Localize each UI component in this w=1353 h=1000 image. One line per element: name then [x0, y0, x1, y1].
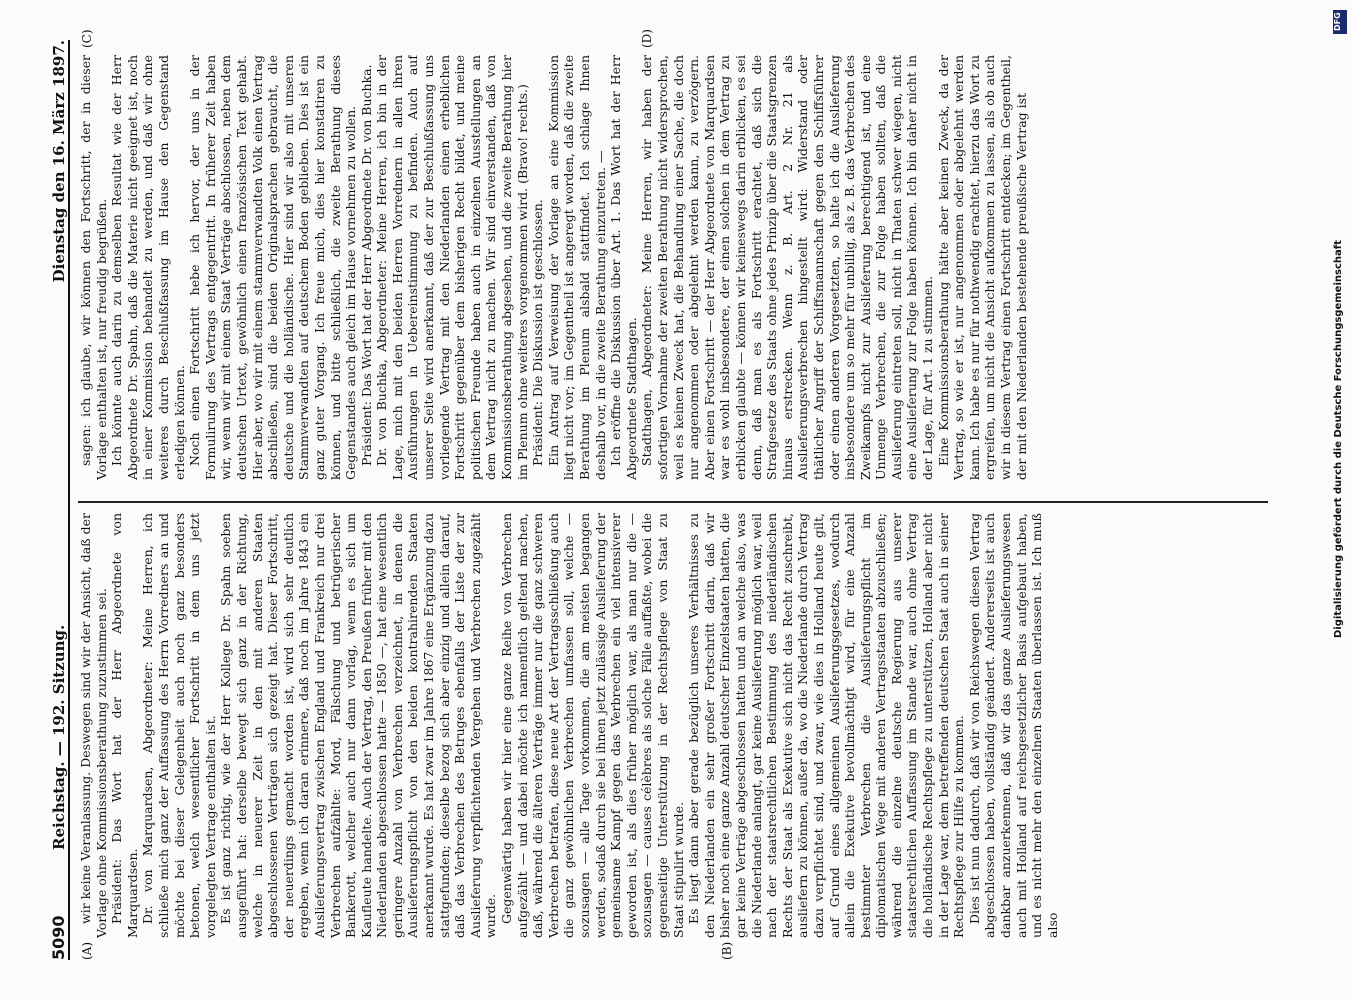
header-title-left: Reichstag. — 192. Sitzung.	[50, 624, 68, 850]
left-column	[78, 513, 1268, 938]
paragraph: Präsident: Das Wort hat der Herr Abgeordnete von Marquardsen.	[109, 513, 140, 938]
paragraph: Ein Antrag auf Verweisung der Vorlage an eine Kommission liegt nicht vor; im Gegentheil ist angeregt worden, daß die zweite Berathung im Plenum alsbald stattfindet. Ich schlage Ihnen deshalb vor, in die zweite Berathung einzutreten. —	[545, 55, 608, 480]
paragraph: Dr. von Buchka, Abgeordneter: Meine Herren, ich bin in der Lage, mich mit den beiden Herren Vorrednern in allen ihren Ausführungen in Uebereinstimmung zu befinden. Auch auf unserer Seite wird anerkannt, daß der zur Beschlußfassung uns vorliegende Vertrag mit den Niederlanden einen erheblichen Fortschritt gegenüber dem bisherigen Recht bildet, und meine politischen Freunde haben auch in einzelnen Ausstellungen an dem Vertrag nicht zu machen. Wir sind einverstanden, daß von Kommissionsberathung abgesehen, und die zweite Berathung hier im Plenum ohne weiteres vorgenommen wird. (Bravo! rechts.)	[374, 55, 530, 480]
paragraph: Stadthagen, Abgeordneter: Meine Herren, wir haben der sofortigen Vornahme der zweiten Berathung nicht widersprochen, weil es keinen Zweck hat, die Behandlung einer Sache, die doch nur angenommen oder abgelehnt werden kann, zu verzögern. Aber einen Fortschritt — der Herr Abgeordnete von Marquardsen war es wohl insbesondere, der einen solchen in dem Vertrag zu erblicken glaubte — können wir keineswegs darin erblicken, es sei denn, daß man es als Fortschritt erachtet, daß sich die Strafgesetze des Staats ohne jedes Prinzip über die Staatsgrenzen hinaus erstrecken. Wenn z. B. Art. 2 Nr. 21 als Auslieferungsverbrechen hingestellt wird: Widerstand oder thätlicher Angriff der Schiffsmannschaft gegen den Schiffsführer oder einen anderen Vorgesetzten, so halte ich die Auslieferung insbesondere um so mehr für unbillig, als z. B. das Verbrechen des Zweikampfs nicht zur Auslieferung berechtigend ist, und eine Unmenge Verbrechen, die zur Folge haben sollten, daß die Auslieferung eintreten soll, nicht in Thaten schwer wiegen, nicht eine Auslieferung zur Folge haben können. Ich bin daher nicht in der Lage, für Art. 1 zu stimmen.	[639, 55, 936, 480]
digitization-credit	[1333, 10, 1347, 990]
margin-mark-b: (B)	[720, 941, 734, 960]
paragraph: Eine Kommissionsberathung hätte aber keinen Zweck, da der Vertrag, so wie er ist, nur angenommen oder abgelehnt werden kann. Ich habe es nur für nothwendig erachtet, hierzu das Wort zu ergreifen, um nicht die Ansicht aufkommen zu lassen, als ob auch wir in diesem Vertrag einen Fortschritt entdecken; im Gegentheil, der mit den Niederlanden bestehende preußische Vertrag ist	[935, 55, 1029, 480]
paragraph: Ich könnte auch darin zu demselben Resultat wie der Herr Abgeordnete Dr. Spahn, daß die Materie nicht geeignet ist, noch in einer Kommission behandelt zu werden, und daß wir ohne weiteres durch Beschlußfassung im Hause den Gegenstand erledigen können.	[109, 55, 187, 480]
paragraph: wir keine Veranlassung. Deswegen sind wir der Ansicht, daß der Vorlage ohne Kommissionsberathung zuzustimmen sei.	[78, 513, 109, 938]
paragraph: Dr. von Marquardsen, Abgeordneter: Meine Herren, ich schließe mich ganz der Auffassung des Herrn Vorredners an und möchte bei dieser Gelegenheit auch noch ganz besonders betonen, welch wesentlicher Fortschritt in dem uns jetzt vorgelegten Vertrage enthalten ist.	[140, 513, 218, 938]
header-title-right: Dienstag den 16. März 1897.	[50, 40, 68, 283]
page-number: 5090	[49, 915, 68, 960]
margin-mark-c: (C)	[80, 29, 94, 48]
column-divider	[78, 502, 1268, 504]
paragraph: Ich eröffne die Diskussion über Art. 1. Das Wort hat der Herr Abgeordnete Stadthagen.	[608, 55, 639, 480]
margin-mark-d: (D)	[640, 29, 654, 48]
paragraph: Präsident: Die Diskussion ist geschlossen.	[530, 199, 546, 466]
margin-mark-a: (A)	[80, 941, 94, 960]
paragraph: Es liegt dann aber gerade bezüglich unseres Verhältnisses zu den Niederlanden ein sehr großer Fortschritt darin, daß wir bisher noch eine ganze Anzahl deutscher Einzelstaaten hatten, die gar keine Verträge abgeschlossen hatten und an welche also, was die Niederlande anlangt, gar keine Auslieferung möglich war, weil nach der staatsrechtlichen Bestimmung des niederländischen Rechts der Staat als Exekutive sich nicht das Recht zuschreibt, ausliefern zu können, außer da, wo die Niederlande durch Vertrag dazu verpflichtet sind, und zwar, wie dies in Holland heute gilt, auf Grund eines allgemeinen Auslieferungsgesetzes, wodurch allein die Exekutive bevollmächtigt wird, für eine Anzahl bestimmter Verbrechen die Auslieferungspflicht im diplomatischen Wege mit anderen Vertragsstaaten abzuschließen; während die einzelne deutsche Regierung aus unserer staatsrechtlichen Auffassung im Stande war, auch ohne Vertrag die holländische Rechtspflege zu unterstützen, Holland aber nicht in der Lage war, dem betreffenden deutschen Staat auch in seiner Rechtspflege zur Hilfe zu kommen.	[686, 513, 967, 938]
paragraph: Noch einen Fortschritt hebe ich hervor, der uns in der Formulirung des Vertrags entgegentritt. In früherer Zeit haben wir, wenn wir mit einem Staat Verträge abschlossen, neben dem deutschen Urtext, gewöhnlich einen französischen Text gehabt. Hier aber, wo wir mit einem stammverwandten Volk einen Vertrag abschließen, sind die beiden Originalsprachen gebraucht, die deutsche und die holländische. Hier sind wir also mit unseren Stammverwandten auf deutschem Boden geblieben. Dies ist ein ganz guter Vorgang. Ich freue mich, dies hier konstatiren zu können, und bitte schließlich, die zweite Berathung dieses Gegenstandes auch gleich im Hause vornehmen zu wollen.	[187, 55, 359, 480]
dfg-logo: DFG	[1333, 10, 1347, 34]
paragraph: Gegenwärtig haben wir hier eine ganze Reihe von Verbrechen aufgezählt — und dabei möchte ich namentlich geltend machen, daß, während die älteren Verträge immer nur die ganz schweren Verbrechen betrafen, diese neue Art der Vertragsschließung auch die ganz gewöhnlichen Verbrechen umfassen soll, welche — sozusagen — alle Tage vorkommen, die am meisten begangen werden, sodaß durch sie bei ihnen jetzt zulässige Auslieferung der gemeinsame Kampf gegen das Verbrechen ein viel intensiverer geworden ist, als dies früher möglich war, als man nur die — sozusagen — causes célèbres als solche Fälle auffaßte, wobei die gegenseitige Unterstützung in der Rechtspflege von Staat zu Staat stipulirt wurde.	[499, 513, 686, 938]
paragraph: Es ist ganz richtig, wie der Herr Kollege Dr. Spahn soeben ausgeführt hat: derselbe bewegt sich ganz in der Richtung, welche in neuerer Zeit in den mit anderen Staaten abgeschlossenen Verträgen sich gezeigt hat. Dieser Fortschritt, der neuerdings gemacht worden ist, wird sich sehr deutlich ergeben, wenn ich daran erinnere, daß noch im Jahre 1843 ein Auslieferungsvertrag zwischen England und Frankreich nur drei Verbrechen aufzählte: Mord, Fälschung und betrügerischer Bankerott, welcher auch nur dann vorlag, wenn es sich um Kaufleute handelte. Auch der Vertrag, den Preußen früher mit den Niederlanden abgeschlossen hatte — 1850 —, hat eine wesentlich geringere Anzahl von Verbrechen verzeichnet, in denen die Auslieferungspflicht von den beiden kontrahirenden Staaten anerkannt wurde. Es hat zwar im Jahre 1867 eine Ergänzung dazu stattgefunden; dieselbe bezog sich aber einzig und allein darauf, daß das Verbrechen des Betruges ebenfalls der Liste der zur Auslieferung verpflichtenden Vergehen und Verbrechen zugezählt wurde.	[218, 513, 499, 938]
paragraph: sagen: ich glaube, wir können den Fortschritt, der in dieser Vorlage enthalten ist, nur freudig begrüßen.	[78, 55, 109, 480]
paragraph: Dies ist nun dadurch, daß wir von Reichswegen diesen Vertrag abgeschlossen haben, vollständig geändert. Andererseits ist auch dankbar anzuerkennen, daß wir das ganze Auslieferungswesen auch mit Holland auf reichsgesetzlicher Basis aufgebaut haben, und es nicht mehr den einzelnen Staaten überlassen ist. Ich muß also	[966, 513, 1060, 938]
page-header	[28, 40, 70, 960]
credit-text: Digitalisierung gefördert durch die Deutsche Forschungsgemeinschaft	[1333, 240, 1344, 638]
right-column	[78, 55, 1268, 480]
paragraph: Präsident: Das Wort hat der Herr Abgeordnete Dr. von Buchka.	[358, 64, 374, 466]
